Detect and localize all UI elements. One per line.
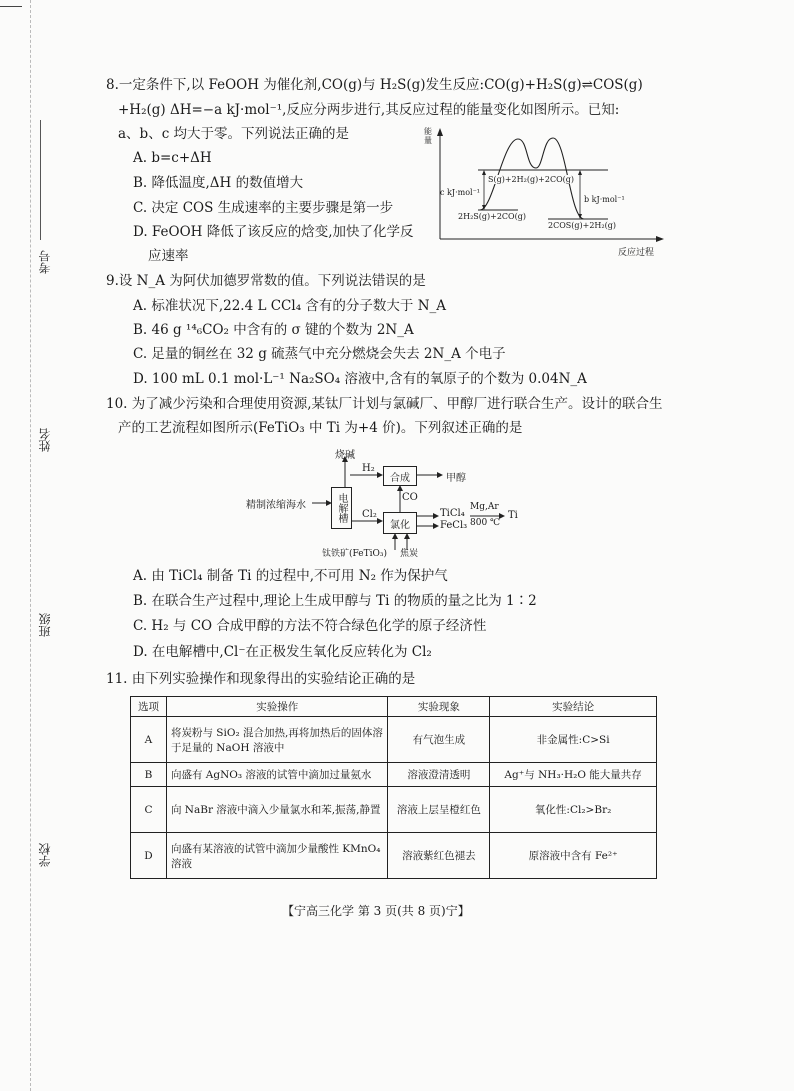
q8-option-b: B. 降低温度,ΔH 的数值增大	[133, 175, 304, 191]
row-phenomenon: 溶液紫红色褪去	[388, 833, 490, 879]
row-option: A	[131, 717, 167, 763]
row-phenomenon: 有气泡生成	[388, 717, 490, 763]
row-conclusion: 原溶液中含有 Fe²⁺	[490, 833, 657, 879]
energy-level-start: 2H₂S(g)+2CO(g)	[458, 212, 526, 221]
row-option: C	[131, 787, 167, 833]
top-mark	[0, 6, 22, 7]
q8-option-d-line1: D. FeOOH 降低了该反应的焓变,加快了化学反	[133, 224, 414, 240]
flow-synthesis-box	[383, 466, 417, 486]
row-phenomenon: 溶液澄清透明	[388, 763, 490, 787]
q11-stem: 11. 由下列实验操作和现象得出的实验结论正确的是	[106, 671, 416, 687]
flow-synth-label: 合成	[390, 472, 410, 484]
energy-b-label: b kJ·mol⁻¹	[584, 195, 625, 204]
exam-no-line	[40, 120, 41, 240]
flow-chlorination-label: 氯化	[390, 519, 410, 531]
row-option: B	[131, 763, 167, 787]
row-operation: 向盛有某溶液的试管中滴加少量酸性 KMnO₄ 溶液	[166, 833, 388, 879]
q8-stem-line3: a、b、c 均大于零。下列说法正确的是	[118, 126, 350, 142]
row-option: D	[131, 833, 167, 879]
q8-option-d-line2: 应速率	[148, 248, 189, 264]
energy-ylabel: 能量	[424, 127, 432, 145]
q9-option-d: D. 100 mL 0.1 mol·L⁻¹ Na₂SO₄ 溶液中,含有的氧原子的个数为 0.04N_A	[133, 371, 587, 387]
header-phenomenon: 实验现象	[388, 697, 490, 717]
header-operation: 实验操作	[166, 697, 388, 717]
flow-seawater: 精制浓缩海水	[246, 500, 306, 511]
flow-electrolysis-cell	[331, 487, 352, 529]
table-header-row	[131, 697, 657, 717]
flow-conditions: Mg,Ar	[470, 502, 499, 512]
flow-ticl4: TiCl₄	[440, 508, 465, 519]
flow-caustic: 烧碱	[335, 450, 355, 461]
exam-no-label: 考号	[38, 250, 52, 274]
energy-level-mid: S(g)+2H₂(g)+2CO(g)	[488, 175, 575, 184]
q8-option-a: A. b=c+ΔH	[133, 150, 212, 166]
energy-c-label: c kJ·mol⁻¹	[440, 188, 481, 197]
name-label: 姓名	[38, 428, 52, 452]
table-row	[131, 717, 657, 763]
energy-xlabel: 反应过程	[618, 248, 655, 258]
q10-option-a: A. 由 TiCl₄ 制备 Ti 的过程中,不可用 N₂ 作为保护气	[133, 568, 448, 584]
q10-option-c: C. H₂ 与 CO 合成甲醇的方法不符合绿色化学的原子经济性	[133, 618, 487, 634]
flow-co: CO	[402, 492, 418, 503]
q9-option-a: A. 标准状况下,22.4 L CCl₄ 含有的分子数大于 N_A	[133, 298, 447, 314]
row-phenomenon: 溶液上层呈橙红色	[388, 787, 490, 833]
q9-stem: 9.设 N_A 为阿伏加德罗常数的值。下列说法错误的是	[106, 273, 426, 289]
flow-ti: Ti	[508, 510, 518, 521]
flow-coke: 焦炭	[400, 549, 419, 559]
q9-option-b: B. 46 g ¹⁴₆CO₂ 中含有的 σ 键的个数为 2N_A	[133, 322, 414, 338]
q9-option-c: C. 足量的铜丝在 32 g 硫蒸气中充分燃烧会失去 2N_A 个电子	[133, 346, 506, 362]
header-option: 选项	[131, 697, 167, 717]
energy-level-end: 2COS(g)+2H₂(g)	[548, 221, 616, 230]
binding-line	[30, 0, 31, 1091]
page-footer: 【宁高三化学 第 3 页(共 8 页)宁】	[282, 904, 470, 918]
q10-stem-line1: 10. 为了减少污染和合理使用资源,某钛厂计划与氯碱厂、甲醇厂进行联合生产。设计的联合生	[106, 396, 663, 412]
flow-methanol: 甲醇	[446, 473, 466, 484]
table-row	[131, 763, 657, 787]
q10-option-d: D. 在电解槽中,Cl⁻在正极发生氧化反应转化为 Cl₂	[133, 644, 432, 660]
q8-option-c: C. 决定 COS 生成速率的主要步骤是第一步	[133, 200, 394, 216]
q10-stem-line2: 产的工艺流程如图所示(FeTiO₃ 中 Ti 为+4 价)。下列叙述正确的是	[118, 420, 523, 436]
flow-chlorination-box	[383, 512, 417, 534]
row-operation: 向盛有 AgNO₃ 溶液的试管中滴加过量氨水	[166, 763, 388, 787]
q8-stem-line2: +H₂(g) ΔH=−a kJ·mol⁻¹,反应分两步进行,其反应过程的能量变化如图所示。已知:	[118, 102, 620, 118]
class-label: 班级	[38, 613, 52, 637]
q10-option-b: B. 在联合生产过程中,理论上生成甲醇与 Ti 的物质的量之比为 1∶2	[133, 593, 537, 609]
school-label: 学校	[38, 843, 52, 867]
row-operation: 将炭粉与 SiO₂ 混合加热,再将加热后的固体溶于足量的 NaOH 溶液中	[166, 717, 388, 763]
header-conclusion: 实验结论	[490, 697, 657, 717]
row-conclusion: 氧化性:Cl₂>Br₂	[490, 787, 657, 833]
flow-cell-label: 电解槽	[336, 493, 347, 523]
table-row	[131, 787, 657, 833]
flow-temperature: 800 ℃	[470, 518, 501, 528]
flow-h2: H₂	[362, 463, 375, 474]
flow-ore: 钛铁矿(FeTiO₃)	[322, 549, 387, 559]
q8-stem-line1: 8.一定条件下,以 FeOOH 为催化剂,CO(g)与 H₂S(g)发生反应:CO(g)+H₂S(g)⇌COS(g)	[106, 77, 643, 93]
table-row	[131, 833, 657, 879]
row-operation: 向 NaBr 溶液中滴入少量氯水和苯,振荡,静置	[166, 787, 388, 833]
row-conclusion: Ag⁺与 NH₃·H₂O 能大量共存	[490, 763, 657, 787]
row-conclusion: 非金属性:C>Si	[490, 717, 657, 763]
experiment-table	[130, 696, 657, 879]
flow-cl2: Cl₂	[362, 509, 377, 520]
flow-fecl3: FeCl₃	[440, 520, 468, 531]
